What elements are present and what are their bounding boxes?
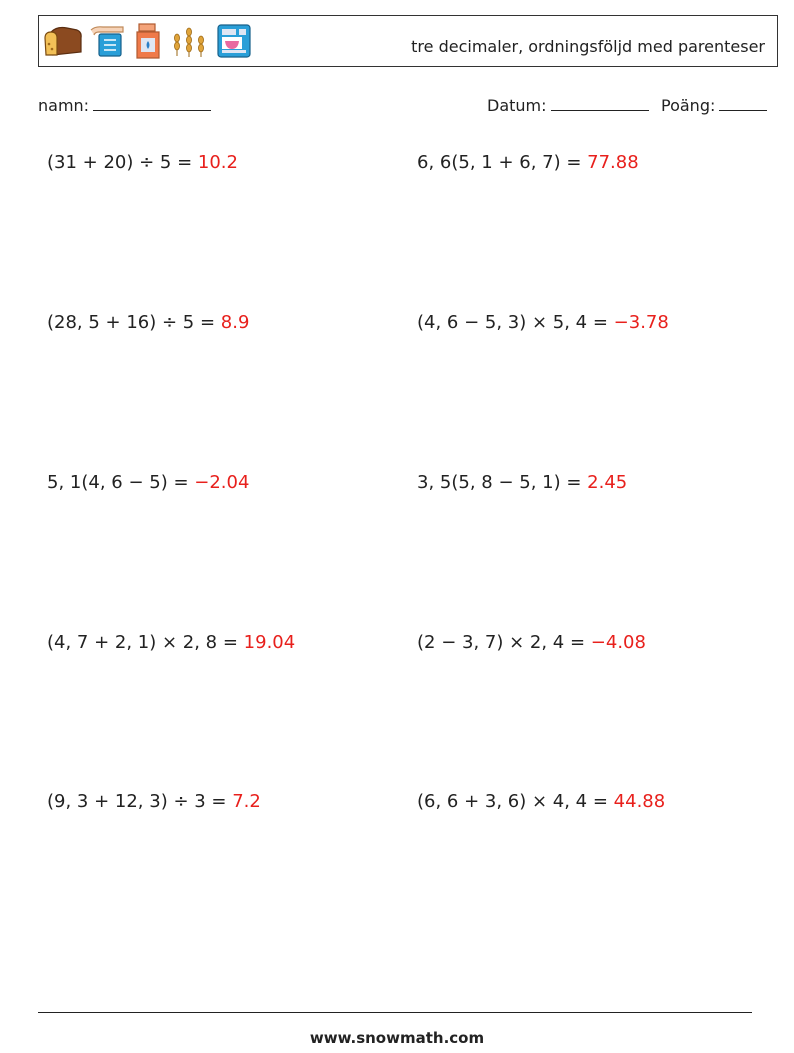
problem-expression: (4, 7 + 2, 1) × 2, 8 = bbox=[47, 632, 244, 653]
problem-answer: 7.2 bbox=[232, 791, 261, 812]
problem-expression: 5, 1(4, 6 − 5) = bbox=[47, 472, 195, 493]
problem-answer: 44.88 bbox=[613, 791, 666, 812]
problem-expression: (6, 6 + 3, 6) × 4, 4 = bbox=[417, 791, 614, 812]
problem-1 bbox=[47, 152, 238, 173]
problem-10 bbox=[417, 791, 665, 812]
problem-answer: −4.08 bbox=[590, 632, 646, 653]
worksheet-title: tre decimaler, ordningsföljd med parenteser bbox=[411, 37, 765, 56]
problem-7 bbox=[47, 632, 295, 653]
problem-expression: (2 − 3, 7) × 2, 4 = bbox=[417, 632, 591, 653]
problem-expression: (28, 5 + 16) ÷ 5 = bbox=[47, 312, 221, 333]
problem-9 bbox=[47, 791, 261, 812]
score-field bbox=[661, 96, 767, 115]
problem-4 bbox=[417, 312, 669, 333]
problem-answer: 8.9 bbox=[220, 312, 250, 333]
mixer-icon bbox=[215, 23, 253, 59]
problem-answer: 10.2 bbox=[197, 152, 238, 173]
problem-expression: 3, 5(5, 8 − 5, 1) = bbox=[417, 472, 588, 493]
problem-6 bbox=[417, 472, 627, 493]
date-line[interactable] bbox=[551, 96, 649, 111]
problem-5 bbox=[47, 472, 249, 493]
problem-expression: (9, 3 + 12, 3) ÷ 3 = bbox=[47, 791, 233, 812]
bread-icon bbox=[43, 24, 83, 58]
header-box bbox=[38, 15, 778, 67]
name-label: namn: bbox=[38, 96, 90, 115]
problem-answer: 77.88 bbox=[587, 152, 639, 173]
header-icons bbox=[43, 22, 253, 60]
problem-answer: −3.78 bbox=[613, 312, 669, 333]
date-label: Datum: bbox=[487, 96, 547, 115]
problem-expression: 6, 6(5, 1 + 6, 7) = bbox=[417, 152, 588, 173]
name-field bbox=[38, 96, 211, 115]
footer-divider bbox=[38, 1012, 752, 1013]
problem-8 bbox=[417, 632, 646, 653]
problem-2 bbox=[417, 152, 639, 173]
measuring-cup-icon bbox=[89, 24, 127, 58]
date-field bbox=[487, 96, 649, 115]
problem-answer: 19.04 bbox=[243, 632, 296, 653]
problem-3 bbox=[47, 312, 249, 333]
name-line[interactable] bbox=[93, 96, 211, 111]
milk-carton-icon bbox=[133, 22, 163, 60]
problem-expression: (31 + 20) ÷ 5 = bbox=[47, 152, 198, 173]
problem-answer: 2.45 bbox=[587, 472, 628, 493]
score-label: Poäng: bbox=[661, 96, 716, 115]
wheat-icon bbox=[169, 24, 209, 58]
problem-answer: −2.04 bbox=[194, 472, 250, 493]
score-line[interactable] bbox=[719, 96, 767, 111]
problem-expression: (4, 6 − 5, 3) × 5, 4 = bbox=[417, 312, 614, 333]
footer-url[interactable]: www.snowmath.com bbox=[309, 1029, 485, 1047]
